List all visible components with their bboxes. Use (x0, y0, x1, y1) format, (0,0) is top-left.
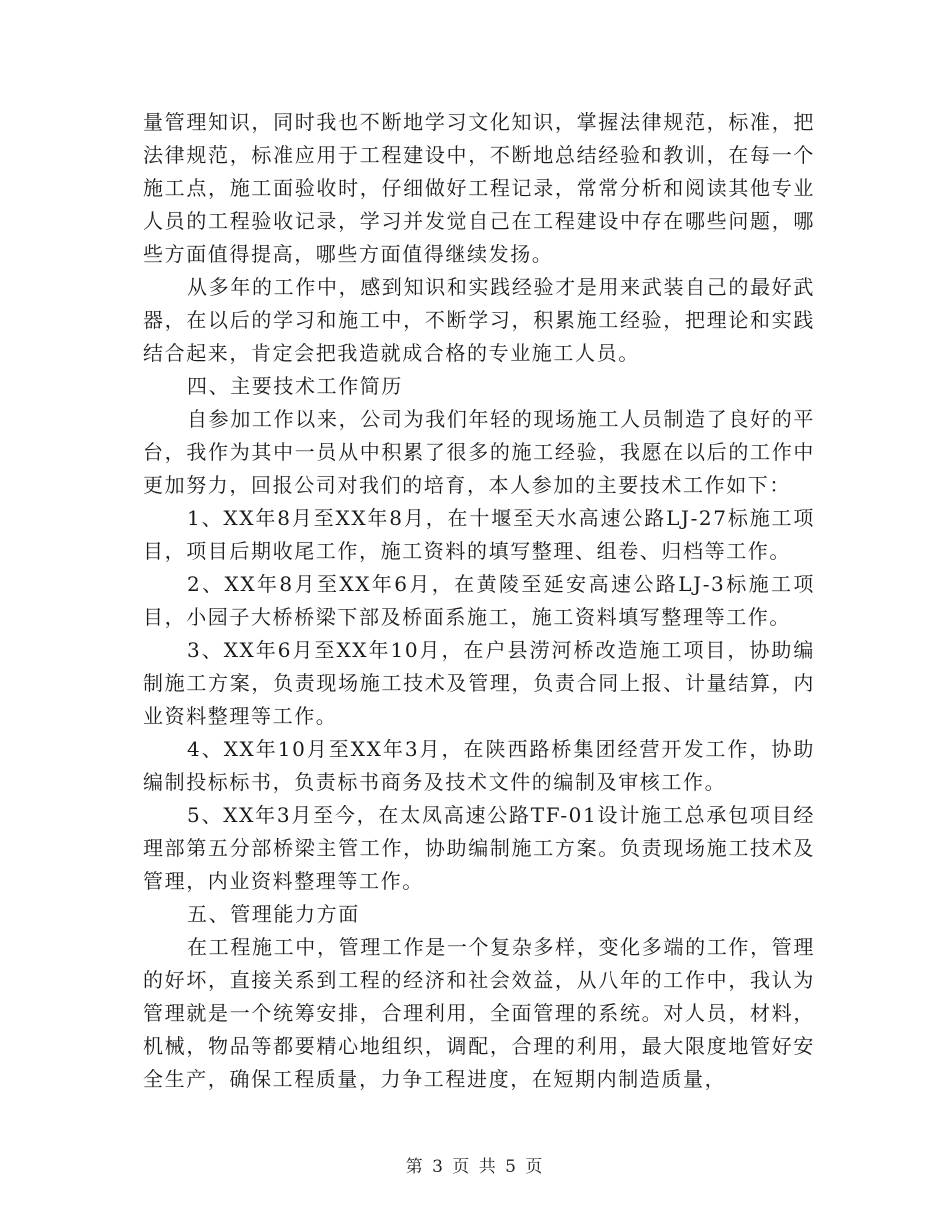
paragraph-continuation: 量管理知识，同时我也不断地学习文化知识，掌握法律规范，标准，把法律规范，标准应用于工程建设中，不断地总结经验和教训，在每一个施工点，施工面验收时，仔细做好工程记录，常常分析和阅读其他专业人员的工程验收记录，学习并发觉自己在工程建设中存在哪些问题，哪些方面值得提高，哪些方面值得继续发扬。 (143, 110, 815, 266)
section-heading-technical-history: 四、主要技术工作简历 (187, 374, 403, 398)
list-item-project-1: 1、XX年8月至XX年8月，在十堰至天水高速公路LJ-27标施工项目，项目后期收尾工作，施工资料的填写整理、组卷、归档等工作。 (143, 506, 815, 563)
list-item-project-4: 4、XX年10月至XX年3月，在陕西路桥集团经营开发工作，协助编制投标标书，负责标书商务及技术文件的编制及审核工作。 (143, 737, 815, 794)
paragraph-technical-intro: 自参加工作以来，公司为我们年轻的现场施工人员制造了良好的平台，我作为其中一员从中积累了很多的施工经验，我愿在以后的工作中更加努力，回报公司对我们的培育，本人参加的主要技术工作如下： (143, 407, 815, 497)
paragraph-experience: 从多年的工作中，感到知识和实践经验才是用来武装自己的最好武器，在以后的学习和施工中，不断学习，积累施工经验，把理论和实践结合起来，肯定会把我造就成合格的专业施工人员。 (143, 275, 815, 365)
list-item-project-3: 3、XX年6月至XX年10月，在户县涝河桥改造施工项目，协助编制施工方案，负责现场施工技术及管理，负责合同上报、计量结算，内业资料整理等工作。 (143, 638, 815, 728)
page-footer: 第 3 页 共 5 页 (405, 1157, 545, 1177)
section-heading-management: 五、管理能力方面 (187, 902, 360, 926)
document-body (143, 106, 815, 1096)
list-item-project-5: 5、XX年3月至今，在太凤高速公路TF-01设计施工总承包项目经理部第五分部桥梁主管工作，协助编制施工方案。负责现场施工技术及管理，内业资料整理等工作。 (143, 803, 815, 893)
list-item-project-2: 2、XX年8月至XX年6月，在黄陵至延安高速公路LJ-3标施工项目，小园子大桥桥梁下部及桥面系施工，施工资料填写整理等工作。 (143, 572, 815, 629)
paragraph-management: 在工程施工中，管理工作是一个复杂多样，变化多端的工作，管理的好坏，直接关系到工程的经济和社会效益，从八年的工作中，我认为管理就是一个统筹安排，合理利用，全面管理的系统。对人员，材料，机械，物品等都要精心地组织，调配，合理的利用，最大限度地管好安全生产，确保工程质量，力争工程进度，在短期内制造质量， (143, 935, 815, 1091)
